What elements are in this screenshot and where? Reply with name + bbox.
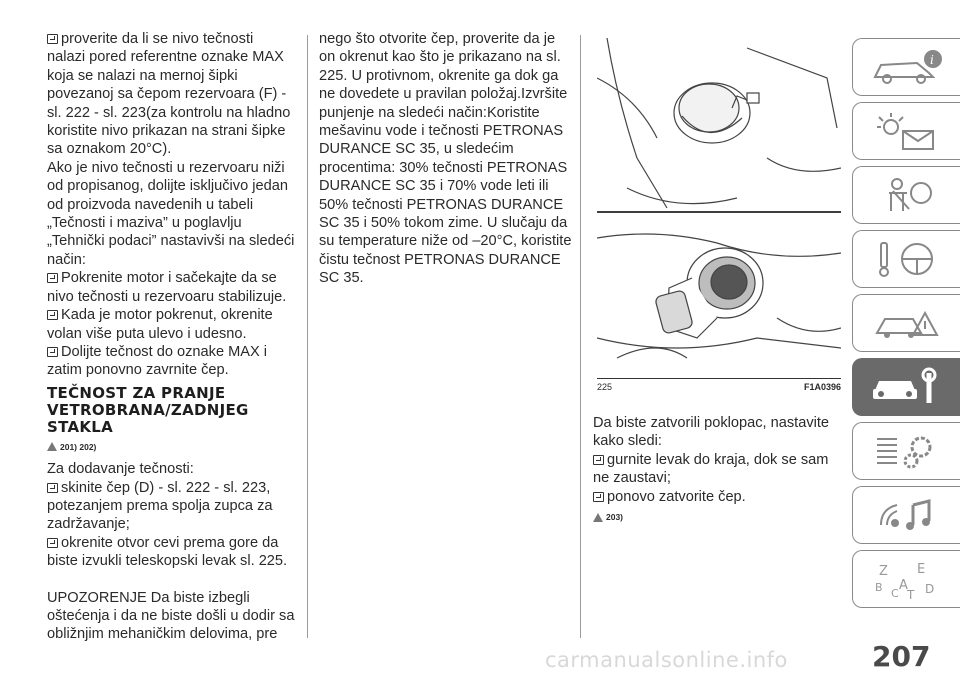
key-steering-wheel-icon <box>867 239 947 279</box>
bullet-icon <box>47 310 58 320</box>
text-column-2 <box>319 30 575 288</box>
paragraph: nego što otvorite čep, proverite da je on okrenut kao što je prikazano na sl. 225. U protivnom, okrenite ga dok ga ne dovedete u pravilan položaj.Izvršite punjenje na sledeći način:Koristite mešavinu vode i tečnosti PETRONAS DURANCE SC 35, u sledećim procentima: 30% tečnosti PETRONAS DURANCE SC 35 i 70% vode leti ili 50% tečnosti PETRONAS DURANCE SC 35 i 50% tokom zime. U slučaju da su temperature niže od –20°C, koristite čistu tečnost PETRONAS DURANCE SC 35. <box>319 31 572 287</box>
svg-text:T: T <box>906 588 914 599</box>
bullet-icon <box>593 492 604 502</box>
list-item: skinite čep (D) - sl. 222 - sl. 223, potezanjem prema spolja zupca za zadržavanje; <box>47 479 273 533</box>
warning-reference: 201) 202) <box>47 438 295 456</box>
column-divider <box>307 35 308 638</box>
warning-lights-envelope-icon <box>867 111 947 151</box>
chapter-tabs <box>852 38 960 614</box>
list-item: Dolijte tečnost do oznake MAX i zatim ponovno zavrnite čep. <box>47 343 268 379</box>
bullet-icon <box>47 273 58 283</box>
tab-technical-data[interactable] <box>852 422 960 480</box>
svg-text:Z: Z <box>878 564 888 579</box>
svg-text:E: E <box>916 562 925 577</box>
car-wrench-icon <box>867 367 947 407</box>
svg-text:B: B <box>874 581 883 594</box>
svg-text:i: i <box>929 53 934 67</box>
figure-code: F1A0396 <box>803 382 841 392</box>
bullet-icon <box>47 34 58 44</box>
multimedia-icon <box>867 495 947 535</box>
tab-index[interactable] <box>852 550 960 608</box>
warning-reference: 203) <box>593 508 845 526</box>
figure-number: 225 <box>597 382 613 392</box>
bullet-icon <box>47 347 58 357</box>
alphabet-index-icon <box>867 559 947 599</box>
svg-text:C: C <box>890 587 899 599</box>
airbag-seatbelt-icon <box>867 175 947 215</box>
page-number: 207 <box>872 640 931 673</box>
bullet-icon <box>47 483 58 493</box>
paragraph: Za dodavanje tečnosti: <box>47 461 194 478</box>
tab-maintenance[interactable] <box>852 358 960 416</box>
paragraph: proverite da li se nivo tečnosti nalazi pored referentne oznake MAX koja se nalazi na mernoj šipki povezanoj sa čepom rezervoara (F) - sl. 222 - sl. 223(za kontrolu na hladno koristite nivo prikazan na strani šipke sa oznakom 20°C). <box>47 31 291 158</box>
data-gears-icon <box>867 431 947 471</box>
svg-text:D: D <box>924 582 934 596</box>
tab-multimedia[interactable] <box>852 486 960 544</box>
warning-icon <box>47 442 57 451</box>
list-item: ponovo zatvorite čep. <box>593 488 845 506</box>
bullet-icon <box>47 538 58 548</box>
paragraph: Da biste zatvorili poklopac, nastavite kako sledi: <box>593 415 830 450</box>
bullet-icon <box>593 455 604 465</box>
watermark: carmanualsonline.info <box>545 648 788 672</box>
tab-starting-driving[interactable] <box>852 230 960 288</box>
car-info-icon <box>867 47 947 87</box>
tab-car-info[interactable] <box>852 38 960 96</box>
warning-text: UPOZORENJE Da biste izbegli oštećenja i da ne biste došli u dodir sa obližnjim mehaničkim delovima, pre <box>47 589 295 643</box>
figure-caption <box>597 378 841 392</box>
tab-lights-messages[interactable] <box>852 102 960 160</box>
paragraph: Ako je nivo tečnosti u rezervoaru niži od propisanog, dolijte isključivo jedan od proizvoda navedenih u tabeli „Tečnosti i maziva” u poglavlju „Tehnički podaci” nastavivši na sledeći način: <box>47 159 295 268</box>
list-item: Pokrenite motor i sačekajte da se nivo tečnosti u rezervoaru stabilizuje. <box>47 270 287 305</box>
section-heading: TEČNOST ZA PRANJE VETROBRANA/ZADNJEG STAKLA <box>47 383 249 436</box>
text-column-3 <box>593 414 845 530</box>
svg-text:A: A <box>898 578 908 593</box>
car-emergency-icon <box>867 303 947 343</box>
tab-emergency[interactable] <box>852 294 960 352</box>
warning-icon <box>593 513 603 522</box>
list-item: okrenite otvor cevi prema gore da biste izvukli teleskopski levak sl. 225. <box>47 534 288 570</box>
list-item: Kada je motor pokrenut, okrenite volan više puta ulevo i udesno. <box>47 307 273 342</box>
list-item: gurnite levak do kraja, dok se sam ne zaustavi; <box>593 451 829 487</box>
column-divider <box>580 35 581 638</box>
text-column-1 <box>47 30 295 644</box>
figure-225-illustration <box>597 38 841 378</box>
tab-safety[interactable] <box>852 166 960 224</box>
